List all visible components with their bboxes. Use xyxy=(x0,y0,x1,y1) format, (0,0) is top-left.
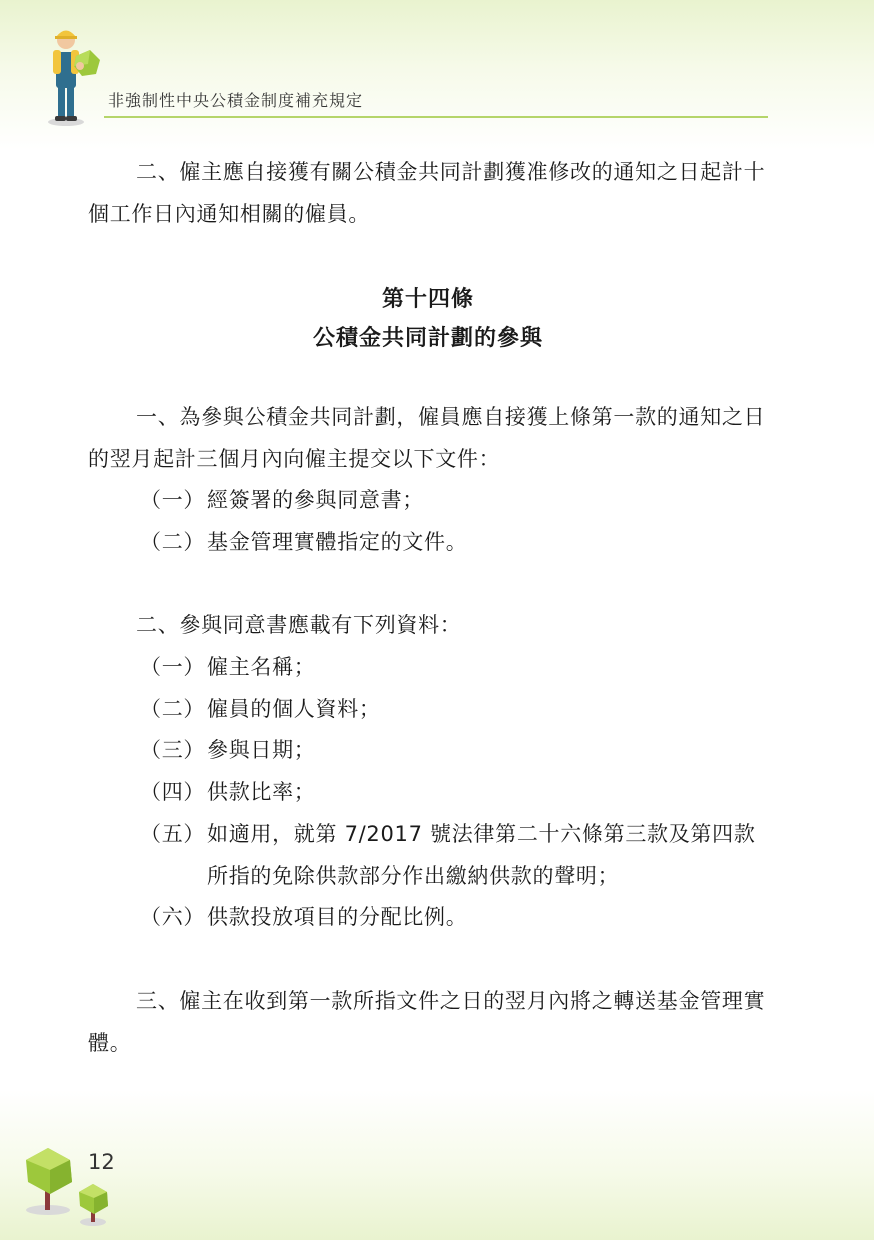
list-item-text: 僱員的個人資料； xyxy=(207,697,381,721)
list-item-number: （二） xyxy=(140,697,206,721)
list-item xyxy=(140,479,770,521)
article-number: 第十四條 xyxy=(381,287,474,312)
list-item-text: 經簽署的參與同意書； xyxy=(207,488,424,512)
list-item-text: 僱主名稱； xyxy=(207,655,316,679)
list-item-text: 供款比率； xyxy=(207,780,316,804)
list-item-text: 參與日期； xyxy=(207,738,316,762)
list-item xyxy=(140,896,770,938)
list-item-text: 基金管理實體指定的文件。 xyxy=(207,530,468,554)
list-item-number: （六） xyxy=(140,905,206,929)
list-item xyxy=(140,688,770,730)
worker-illustration xyxy=(40,22,104,128)
list-item-number: （三） xyxy=(140,738,206,762)
section-3-paragraph: 三、僱主在收到第一款所指文件之日的翌月內將之轉送基金管理實體。 xyxy=(88,989,766,1055)
footer-background xyxy=(0,1090,874,1240)
list-item-number: （五） xyxy=(140,822,206,846)
intro-paragraph: 二、僱主應自接獲有關公積金共同計劃獲准修改的通知之日起計十個工作日內通知相關的僱員。 xyxy=(88,160,766,226)
section-1-paragraph: 一、為參與公積金共同計劃，僱員應自接獲上條第一款的通知之日的翌月起計三個月內向僱主提交以下文件： xyxy=(88,405,766,471)
page-number: 12 xyxy=(88,1150,115,1174)
header-background xyxy=(0,0,874,150)
list-item-number: （一） xyxy=(140,488,206,512)
list-item-text: 供款投放項目的分配比例。 xyxy=(207,905,468,929)
list-item xyxy=(140,521,770,563)
list-item-number: （二） xyxy=(140,530,206,554)
header-title: 非強制性中央公積金制度補充規定 xyxy=(108,91,364,110)
header-divider xyxy=(104,116,768,118)
article-title: 公積金共同計劃的參與 xyxy=(312,326,543,351)
list-item-number: （一） xyxy=(140,655,206,679)
list-item-text: 如適用，就第 7/2017 號法律第二十六條第三款及第四款所指的免除供款部分作出繳納供款的聲明； xyxy=(207,822,756,888)
list-item xyxy=(140,729,770,771)
list-item xyxy=(140,646,770,688)
list-item-number: （四） xyxy=(140,780,206,804)
list-item xyxy=(140,771,770,813)
section-2-paragraph: 二、參與同意書應載有下列資料： xyxy=(136,613,462,637)
list-item xyxy=(140,813,770,897)
